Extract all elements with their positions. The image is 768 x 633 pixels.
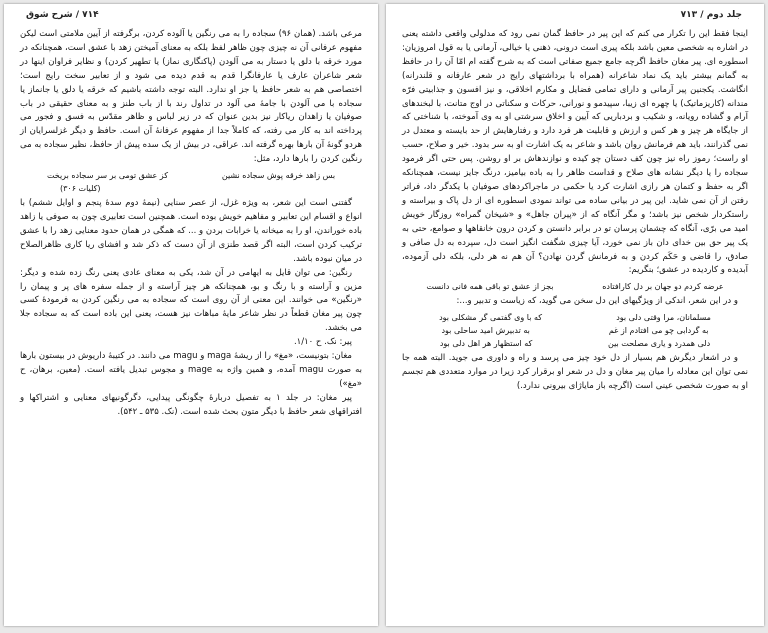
verse-block	[402, 311, 748, 350]
left-page	[4, 4, 378, 626]
verse-hemistich-left: که با وی گفتمی گر مشکلی بود	[439, 313, 543, 323]
verse-line	[402, 280, 748, 293]
verse-line	[402, 324, 748, 337]
paragraph: اینجا فقط این را تکرار می کنم که این پیر در حافظ گمان نمی رود که مدلولی واقعی داشته یعنی در اشاره به شخصی معین باشد بلکه پیری است درونی، ذهنی یا خیالی، آرمانی یا به قول امروزیان: اسطوره ای. پیر مغان حافظ اگرچه جامع جمیع صفاتی است که به شرح گفته ام امّا آن را در حافظ به گمانم بیشتر باید یک نماد شاعرانه (همراه با برداشتهای رایج در شعر عارفانه و قلندرانه) انگاشت. یکجنین پیر آرمانی و دارای تمامی فضایل و مکارم اخلاقی، و نیز افسون و جذابیتی فرّه مندانه (کاریزماتیک) یا چهره ای زیبا، سپیدمو و نورانی، حرکات و سکناتی در اوج متانت، با لبخندهای آرام و گشاده رویانه، و شکیب و بردباریی که آیین و اخلاق سرشتی او به وی آموخته، با شناختی که از جایگاه هر چیز و هر کس و ارزش و قابلیت هر فرد دارد و رفتارهایش از حد بایسته و معتدل در نمی گذرانند، باید هم فرمانش روان باشد و شاعر به یک اشارت او به سر بدود. خیر و صلاح، حسب او راست؛ رموز راه نیز چون کف دستان چو کیده و نوازندهاش بر او روشن. پس حتی اگر فرمود سجاده را یا دیگر نشانه های صلاح و قداست ظاهر را به باده بیامیز، درنگ جایز نیست، همچنانکه اگر به حفظ و کتمان هر رازی اشارت کرد یا حکمی در ماجراکردهای صوفیان با یکدگر داد، فراتر رفتن از آن نمی شاید. این پیر در بیانی ساده می تواند نمودی اسطوره ای از دل پاک و بیراسته و راستکردار شخص نیز باشد؛ و مگر آنگاه که از «پیران جاهل» و «شیخان گمراه» روزگار خویش امید می برّی، آنگاه که چشمان پرسان تو در برابر دانستن و کردن درون خانقاهها و صوامع، حتی به یک پیر حق بین خدای دان باز نمی خورد، آیا چیزی شگفت انگیز است دل، سپرده به دل صافی و صادق، را قاضی و حَکَم کردن و به فرمانش گردن نهادن؟ آن هم نه هر دلی، بلکه دلی آزموده، آبدیده و کاردیده در عشق؛ بنگریم:	[402, 29, 748, 276]
paragraph: مغان: بتونیست، «مغ» را از ریشهٔ maga و magu می دانند. در کتیبهٔ داریوش در بیستون بارها به صورت magu آمده، و همین واژه به mage و مجوس تبدیل یافته است. (معین، برهان، ح «مغ»)	[20, 351, 362, 389]
verse-line	[20, 169, 362, 182]
verse-hemistich-right: مسلمانان، مرا وقتی دلی بود	[616, 313, 711, 323]
page-header	[408, 10, 742, 22]
page-body	[20, 28, 362, 622]
verse-hemistich-right: بس زاهد خرقه پوش سجاده نشین	[221, 171, 336, 181]
paragraph: و در اشعار دیگرش هم بسیار از دل خود چیز می پرسد و راه و داوری می جوید. البته همه جا نمی توان این معادله را میان پیر مغان و دل در شعر او برقرار کرد زیرا در موارد متعددی هم تجسم او به صورت شخصی عینی است (اگرچه باز مایاژای بیرونی ندارد.)	[402, 353, 748, 392]
verse-hemistich-left: کز عشق تومی بر سر سجاده بریخت	[46, 171, 169, 181]
verse-hemistich-right: عرضه کردم دو جهان بر دل کارافتاده	[602, 282, 724, 292]
paragraph: گفتنی است این شعر، به ویژه غزل، از عصر سنایی (نیمهٔ دوم سدهٔ پنجم و اوایل ششم) با انواع و اقسام این تعابیر و مفاهیم خویش بوده است. همچنین است تعابیری چون به صوفی یا زاهد باده خوراندن، او را به میخانه یا خرابات بردن و ... که همگی در همان حدود معنایی زهد را با عشق ترکیب کردن است، البته اگر قصد طنزی از آن دست که ذکر شد و افشای ریا کاری ظاهرالصلاح در میان نبوده باشد.	[20, 198, 362, 264]
paragraph: پیر مغان: در جلد ۱ به تفصیل دربارهٔ چگونگی پیدایی، دگرگونیهای معنایی و اشتراکها و افتراقهای شعر حافظ با دیگر متون بحث شده است. (نک. ۵۳۵ ـ ۵۴۲).	[20, 392, 362, 417]
verse-line	[402, 311, 748, 324]
paragraph: پیر: نک. ح ۱/۱۰.	[293, 337, 352, 348]
right-page	[386, 4, 764, 626]
paragraph: مرعی باشد. (همان ۹۶) سجاده را به می رنگین یا آلوده کردن، برگرفته از آیین ملامتی است لیکن مفهوم عرفانی آن نه چیزی چون ظاهر لفظ بلکه به معنای آمیختن زهد با عشق است، همچنانکه در مورد خرقه با دلق یا دستار به می آلودن (پاکنگاری نماز) یا تطهیر کردن) و نظایر فراوان اینها در شعر شاعران عارف یا عارفانگرا قدم به قدم دیده می شود و از تعابیر سخت رایج است؛ اختصاصی هم به شعر حافظ یا جز او ندارد. البته توجه داشته باشیم که خرقه یا دلق یا جانماز یا سجاده با می آلودن با جامهٔ می آلود در تداول رند با از باب طنز و به معنای حقیقی در باب صوفیان یا زاهدان ریاکار نیز بدین عنوان که در زیر لباس و ظاهر مقدّس به فسق و فجور می پرداخته اند به کار می رفته، که کاملاً جدا از مفهوم عرفانهٔ آن است. حافظ و دیگر غزلسرایان از هردو گونهٔ آن بارها بهره گرفته اند. عراقی، در بیش از یک سده پیش از حافظ، نظیر سجاده به می رنگین کردن را بارها دارد، مثل:	[20, 29, 362, 165]
verse-hemistich-left: به تدبیرش امید ساحلی بود	[441, 326, 530, 336]
verse-block	[402, 280, 748, 293]
verse-hemistich-left: که استظهار هر اهل دلی بود	[439, 339, 533, 349]
page-header	[26, 10, 356, 22]
verse-block	[20, 169, 362, 195]
verse-hemistich-right: به گردابی چو می افتادم از غم	[608, 326, 709, 336]
verse-line	[402, 337, 748, 350]
page-number-title: ۷۱۴ / شرح شوق	[26, 10, 99, 20]
paragraph: و در این شعر، اندکی از ویژگیهای این دل سخن می گوید، که زیاست و تدبیر و...:	[456, 296, 738, 307]
verse-hemistich-right: دلی همدرد و یاری مصلحت بین	[608, 339, 711, 349]
paragraph: رنگین: می توان قایل به ایهامی در آن شد، یکی به معنای عادی یعنی رنگ زده شده و دیگر: مزین و آراسته و با رنگ و بو، همچنانکه هر چیز آراسته و از جمله سفره های پر و پیمان را «رنگین» می خوانند. این معنی از آن روی است که سجاده به می رنگین کردن به فرمودهٔ کسی چون پیر مغان قطعاً در نظر شاعر مایهٔ مباهات نیز هست، یعنی این باده است که به سجاده جلا می بخشد.	[20, 267, 362, 334]
verse-hemistich-left: بجز از عشق تو باقی همه فانی دانست	[426, 282, 554, 292]
verse-citation: (کلیات ۳۰۶)	[60, 184, 101, 194]
page-number-title: جلد دوم / ۷۱۳	[680, 10, 742, 20]
page-body	[402, 28, 748, 622]
